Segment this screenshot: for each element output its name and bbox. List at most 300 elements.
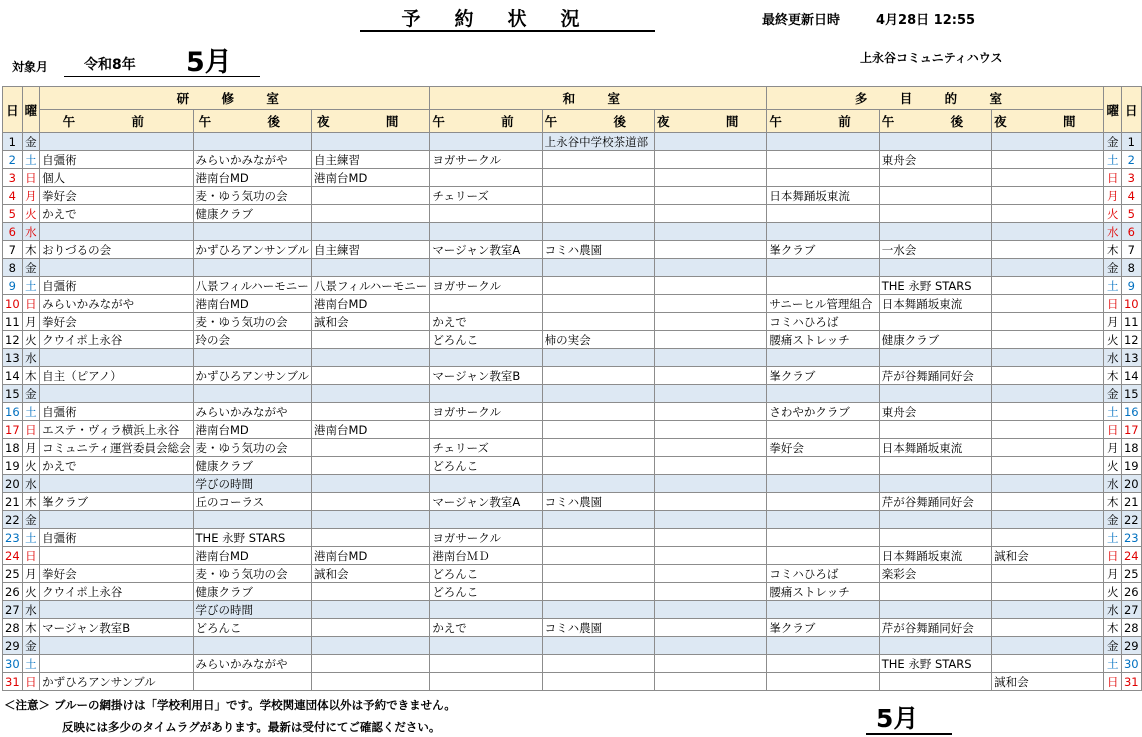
reservation-cell	[879, 133, 991, 151]
table-row	[3, 457, 1142, 475]
day-cell: 13	[3, 349, 23, 367]
reservation-cell	[992, 241, 1104, 259]
day-cell: 7	[3, 241, 23, 259]
reservation-cell	[992, 619, 1104, 637]
reservation-cell: ヨガサークル	[430, 151, 542, 169]
reservation-cell	[430, 259, 542, 277]
reservation-cell	[655, 547, 767, 565]
reservation-cell: どろんこ	[430, 565, 542, 583]
reservation-cell: コミハ農園	[542, 619, 654, 637]
day-cell-right: 4	[1121, 187, 1141, 205]
reservation-cell: ヨガサークル	[430, 403, 542, 421]
reservation-cell	[193, 637, 312, 655]
day-cell-right: 9	[1121, 277, 1141, 295]
reservation-cell	[879, 187, 991, 205]
day-cell-right: 15	[1121, 385, 1141, 403]
reservation-cell: 峯クラブ	[767, 367, 879, 385]
reservation-cell	[767, 277, 879, 295]
weekday-cell-right: 火	[1104, 331, 1122, 349]
page-title: 予約状況	[360, 4, 655, 32]
day-cell-right: 28	[1121, 619, 1141, 637]
header-row-slots	[3, 110, 1142, 133]
day-cell: 15	[3, 385, 23, 403]
target-month-label: 対象月	[12, 60, 49, 74]
weekday-cell: 金	[22, 637, 40, 655]
day-cell-right: 17	[1121, 421, 1141, 439]
reservation-cell: 自彊術	[40, 403, 193, 421]
weekday-cell-right: 土	[1104, 655, 1122, 673]
reservation-cell: 港南台MD	[193, 169, 312, 187]
reservation-cell: 麦・ゆう気功の会	[193, 439, 312, 457]
reservation-cell	[312, 133, 430, 151]
weekday-cell-right: 日	[1104, 169, 1122, 187]
reservation-cell: 腰痛ストレッチ	[767, 583, 879, 601]
slot-night: 夜 間	[992, 110, 1104, 133]
reservation-cell	[655, 439, 767, 457]
reservation-cell	[879, 385, 991, 403]
reservation-cell	[312, 223, 430, 241]
reservation-cell	[655, 223, 767, 241]
reservation-cell: 自彊術	[40, 529, 193, 547]
day-cell: 20	[3, 475, 23, 493]
table-row	[3, 133, 1142, 151]
reservation-cell	[992, 187, 1104, 205]
weekday-cell-right: 月	[1104, 565, 1122, 583]
table-row	[3, 403, 1142, 421]
reservation-cell: コミュニティ運営委員会総会	[40, 439, 193, 457]
reservation-cell	[542, 655, 654, 673]
table-row	[3, 241, 1142, 259]
reservation-cell	[879, 421, 991, 439]
weekday-cell-right: 木	[1104, 619, 1122, 637]
reservation-cell	[879, 457, 991, 475]
reservation-cell: コミハ農園	[542, 241, 654, 259]
reservation-cell: 腰痛ストレッチ	[767, 331, 879, 349]
day-cell: 25	[3, 565, 23, 583]
weekday-cell: 土	[22, 403, 40, 421]
weekday-cell: 水	[22, 349, 40, 367]
weekday-cell-right: 金	[1104, 133, 1122, 151]
slot-night: 夜 間	[655, 110, 767, 133]
reservation-cell	[992, 601, 1104, 619]
reservation-cell: THE 永野 STARS	[193, 529, 312, 547]
day-cell-right: 19	[1121, 457, 1141, 475]
reservation-cell: 学びの時間	[193, 601, 312, 619]
weekday-cell: 日	[22, 295, 40, 313]
reservation-cell: 拳好会	[40, 565, 193, 583]
reservation-cell	[767, 655, 879, 673]
day-cell-right: 24	[1121, 547, 1141, 565]
weekday-cell-right: 水	[1104, 475, 1122, 493]
reservation-cell	[542, 565, 654, 583]
reservation-cell: 港南台MD	[312, 547, 430, 565]
reservation-cell	[767, 349, 879, 367]
reservation-cell: ヨガサークル	[430, 529, 542, 547]
reservation-cell: 柿の実会	[542, 331, 654, 349]
reservation-cell	[992, 277, 1104, 295]
reservation-cell	[312, 637, 430, 655]
reservation-cell	[312, 601, 430, 619]
weekday-cell-right: 木	[1104, 493, 1122, 511]
reservation-cell: 港南台MD	[312, 169, 430, 187]
col-weekday: 曜	[22, 87, 40, 133]
weekday-cell: 木	[22, 619, 40, 637]
reservation-cell	[767, 637, 879, 655]
weekday-cell-right: 土	[1104, 403, 1122, 421]
reservation-cell: 一水会	[879, 241, 991, 259]
reservation-cell: 健康クラブ	[879, 331, 991, 349]
reservation-cell	[542, 313, 654, 331]
reservation-cell	[879, 349, 991, 367]
reservation-cell: 拳好会	[767, 439, 879, 457]
reservation-cell	[879, 601, 991, 619]
reservation-cell: 自主練習	[312, 241, 430, 259]
reservation-cell: かえで	[430, 313, 542, 331]
reservation-cell	[655, 673, 767, 691]
reservation-cell: どろんこ	[430, 583, 542, 601]
reservation-cell: コミハひろば	[767, 313, 879, 331]
slot-afternoon: 午 後	[193, 110, 312, 133]
reservation-cell	[655, 205, 767, 223]
reservation-cell	[40, 223, 193, 241]
reservation-cell	[40, 349, 193, 367]
reservation-cell	[655, 277, 767, 295]
weekday-cell: 月	[22, 565, 40, 583]
day-cell-right: 27	[1121, 601, 1141, 619]
reservation-cell	[655, 619, 767, 637]
day-cell: 23	[3, 529, 23, 547]
day-cell-right: 31	[1121, 673, 1141, 691]
reservation-cell	[655, 367, 767, 385]
reservation-cell	[767, 151, 879, 169]
weekday-cell: 土	[22, 277, 40, 295]
weekday-cell: 火	[22, 205, 40, 223]
reservation-cell: 丘のコーラス	[193, 493, 312, 511]
reservation-cell	[430, 385, 542, 403]
reservation-cell	[655, 151, 767, 169]
day-cell: 16	[3, 403, 23, 421]
day-cell: 11	[3, 313, 23, 331]
day-cell-right: 30	[1121, 655, 1141, 673]
reservation-cell	[767, 205, 879, 223]
weekday-cell-right: 金	[1104, 637, 1122, 655]
notice-time-lag: 反映には多少のタイムラグがあります。最新は受付にてご確認ください。	[62, 720, 441, 734]
col-weekday-right: 曜	[1104, 87, 1122, 133]
weekday-cell-right: 火	[1104, 457, 1122, 475]
reservation-cell	[312, 655, 430, 673]
reservation-cell: 八景フィルハーモニー	[193, 277, 312, 295]
updated-value: 4月28日 12:55	[876, 13, 976, 28]
reservation-cell	[193, 259, 312, 277]
reservation-cell	[655, 331, 767, 349]
reservation-cell	[992, 511, 1104, 529]
reservation-cell	[312, 259, 430, 277]
weekday-cell: 木	[22, 493, 40, 511]
reservation-cell: 誠和会	[312, 565, 430, 583]
reservation-cell: かずひろアンサンブル	[193, 367, 312, 385]
table-row	[3, 367, 1142, 385]
day-cell: 31	[3, 673, 23, 691]
reservation-cell	[992, 439, 1104, 457]
reservation-cell: 拳好会	[40, 313, 193, 331]
reservation-cell	[542, 277, 654, 295]
reservation-cell: 自彊術	[40, 151, 193, 169]
reservation-cell: コミハひろば	[767, 565, 879, 583]
reservation-cell: 健康クラブ	[193, 583, 312, 601]
reservation-cell: チェリーズ	[430, 439, 542, 457]
era-year: 令和8年	[84, 57, 136, 73]
col-day-right: 日	[1121, 87, 1141, 133]
reservation-cell: 個人	[40, 169, 193, 187]
reservation-cell	[655, 493, 767, 511]
reservation-cell	[655, 421, 767, 439]
reservation-cell	[655, 169, 767, 187]
reservation-cell	[767, 475, 879, 493]
day-cell: 10	[3, 295, 23, 313]
table-row	[3, 277, 1142, 295]
slot-morning: 午 前	[40, 110, 193, 133]
reservation-cell: 港南台ＭＤ	[430, 547, 542, 565]
reservation-cell	[542, 349, 654, 367]
reservation-cell: エステ・ヴィラ横浜上永谷	[40, 421, 193, 439]
reservation-cell: 八景フィルハーモニー	[312, 277, 430, 295]
reservation-cell	[879, 205, 991, 223]
target-month: 5月	[186, 47, 232, 78]
reservation-cell	[430, 133, 542, 151]
reservation-cell: 自彊術	[40, 277, 193, 295]
reservation-cell: 楽彩会	[879, 565, 991, 583]
weekday-cell-right: 木	[1104, 367, 1122, 385]
day-cell-right: 3	[1121, 169, 1141, 187]
reservation-cell	[542, 637, 654, 655]
reservation-cell: どろんこ	[193, 619, 312, 637]
weekday-cell-right: 月	[1104, 439, 1122, 457]
reservation-cell	[40, 475, 193, 493]
weekday-cell: 金	[22, 511, 40, 529]
table-row	[3, 565, 1142, 583]
slot-afternoon: 午 後	[879, 110, 991, 133]
reservation-cell: 誠和会	[992, 547, 1104, 565]
reservation-cell	[992, 493, 1104, 511]
table-row	[3, 475, 1142, 493]
reservation-cell	[542, 259, 654, 277]
reservation-cell: 峯クラブ	[40, 493, 193, 511]
reservation-cell	[655, 583, 767, 601]
reservation-cell: 港南台MD	[312, 295, 430, 313]
reservation-cell	[655, 295, 767, 313]
reservation-cell	[655, 385, 767, 403]
weekday-cell: 火	[22, 583, 40, 601]
day-cell: 28	[3, 619, 23, 637]
weekday-cell: 月	[22, 439, 40, 457]
reservation-cell: 港南台MD	[193, 421, 312, 439]
day-cell-right: 12	[1121, 331, 1141, 349]
reservation-cell: みらいかみながや	[193, 655, 312, 673]
weekday-cell-right: 土	[1104, 151, 1122, 169]
weekday-cell-right: 土	[1104, 277, 1122, 295]
col-day: 日	[3, 87, 23, 133]
day-cell: 14	[3, 367, 23, 385]
reservation-cell	[655, 403, 767, 421]
reservation-cell: 上永谷中学校茶道部	[542, 133, 654, 151]
reservation-cell	[312, 349, 430, 367]
day-cell: 18	[3, 439, 23, 457]
day-cell: 24	[3, 547, 23, 565]
reservation-cell	[542, 583, 654, 601]
day-cell: 17	[3, 421, 23, 439]
reservation-cell: おりづるの会	[40, 241, 193, 259]
table-row	[3, 421, 1142, 439]
reservation-cell	[992, 313, 1104, 331]
notice-school-use: ＜注意＞ ブルーの網掛けは「学校利用日」です。学校関連団体以外は予約できません。	[4, 698, 456, 712]
reservation-cell	[655, 457, 767, 475]
day-cell-right: 1	[1121, 133, 1141, 151]
reservation-cell	[193, 511, 312, 529]
reservation-cell	[767, 493, 879, 511]
table-row	[3, 223, 1142, 241]
day-cell: 5	[3, 205, 23, 223]
day-cell: 29	[3, 637, 23, 655]
reservation-cell	[992, 349, 1104, 367]
reservation-cell	[992, 223, 1104, 241]
day-cell-right: 7	[1121, 241, 1141, 259]
table-row	[3, 169, 1142, 187]
reservation-cell: 麦・ゆう気功の会	[193, 565, 312, 583]
day-cell: 26	[3, 583, 23, 601]
reservation-cell: 芹が谷舞踊同好会	[879, 367, 991, 385]
reservation-cell	[430, 295, 542, 313]
reservation-cell	[542, 151, 654, 169]
weekday-cell-right: 日	[1104, 421, 1122, 439]
weekday-cell: 月	[22, 313, 40, 331]
day-cell-right: 10	[1121, 295, 1141, 313]
day-cell-right: 8	[1121, 259, 1141, 277]
day-cell: 30	[3, 655, 23, 673]
reservation-cell	[879, 313, 991, 331]
slot-afternoon: 午 後	[542, 110, 654, 133]
reservation-cell	[992, 529, 1104, 547]
reservation-cell: チェリーズ	[430, 187, 542, 205]
table-row	[3, 295, 1142, 313]
reservation-cell	[879, 259, 991, 277]
table-row	[3, 511, 1142, 529]
table-row	[3, 259, 1142, 277]
reservation-cell	[542, 223, 654, 241]
reservation-cell	[992, 655, 1104, 673]
table-row	[3, 547, 1142, 565]
reservation-cell: かずひろアンサンブル	[193, 241, 312, 259]
reservation-cell: 自主練習	[312, 151, 430, 169]
reservation-cell	[767, 601, 879, 619]
room-training: 研 修 室	[40, 87, 430, 110]
table-row	[3, 439, 1142, 457]
reservation-cell	[767, 547, 879, 565]
reservation-cell	[767, 385, 879, 403]
reservation-cell	[655, 529, 767, 547]
reservation-cell	[655, 565, 767, 583]
reservation-cell	[992, 169, 1104, 187]
reservation-cell	[992, 133, 1104, 151]
header-row-rooms	[3, 87, 1142, 110]
reservation-cell: かえで	[430, 619, 542, 637]
table-row	[3, 205, 1142, 223]
reservation-cell: THE 永野 STARS	[879, 655, 991, 673]
table-row	[3, 349, 1142, 367]
reservation-cell	[992, 403, 1104, 421]
table-row	[3, 583, 1142, 601]
reservation-cell	[430, 655, 542, 673]
day-cell-right: 29	[1121, 637, 1141, 655]
table-row	[3, 151, 1142, 169]
slot-morning: 午 前	[767, 110, 879, 133]
day-cell: 12	[3, 331, 23, 349]
reservation-cell: どろんこ	[430, 331, 542, 349]
reservation-cell	[542, 529, 654, 547]
reservation-cell: マージャン教室B	[430, 367, 542, 385]
reservation-cell: 日本舞踊坂東流	[879, 295, 991, 313]
day-cell: 1	[3, 133, 23, 151]
reservation-cell: どろんこ	[430, 457, 542, 475]
table-row	[3, 673, 1142, 691]
reservation-cell: 峯クラブ	[767, 241, 879, 259]
reservation-cell	[655, 475, 767, 493]
day-cell-right: 11	[1121, 313, 1141, 331]
day-cell-right: 18	[1121, 439, 1141, 457]
reservation-cell	[655, 259, 767, 277]
day-cell-right: 16	[1121, 403, 1141, 421]
reservation-cell	[312, 457, 430, 475]
weekday-cell: 日	[22, 169, 40, 187]
reservation-cell	[767, 457, 879, 475]
weekday-cell-right: 水	[1104, 349, 1122, 367]
reservation-cell: マージャン教室A	[430, 493, 542, 511]
reservation-cell	[879, 637, 991, 655]
day-cell: 9	[3, 277, 23, 295]
weekday-cell: 土	[22, 529, 40, 547]
reservation-cell	[992, 583, 1104, 601]
reservation-cell	[542, 421, 654, 439]
month-underline	[64, 76, 260, 77]
reservation-cell	[992, 205, 1104, 223]
reservation-cell: 健康クラブ	[193, 457, 312, 475]
day-cell: 19	[3, 457, 23, 475]
reservation-cell: 峯クラブ	[767, 619, 879, 637]
weekday-cell: 水	[22, 601, 40, 619]
weekday-cell: 水	[22, 223, 40, 241]
reservation-cell: かずひろアンサンブル	[40, 673, 193, 691]
reservation-cell	[193, 673, 312, 691]
reservation-cell: 学びの時間	[193, 475, 312, 493]
reservation-cell	[992, 475, 1104, 493]
weekday-cell-right: 日	[1104, 547, 1122, 565]
reservation-cell	[40, 655, 193, 673]
reservation-cell	[40, 385, 193, 403]
reservation-cell	[992, 259, 1104, 277]
day-cell-right: 6	[1121, 223, 1141, 241]
reservation-cell	[40, 133, 193, 151]
weekday-cell-right: 水	[1104, 601, 1122, 619]
reservation-cell	[655, 511, 767, 529]
updated-label: 最終更新日時	[762, 13, 841, 28]
slot-morning: 午 前	[430, 110, 542, 133]
reservation-cell	[879, 475, 991, 493]
weekday-cell-right: 火	[1104, 205, 1122, 223]
reservation-cell: クウイポ上永谷	[40, 331, 193, 349]
reservation-cell	[193, 385, 312, 403]
weekday-cell-right: 月	[1104, 313, 1122, 331]
weekday-cell: 土	[22, 151, 40, 169]
reservation-cell: みらいかみながや	[193, 151, 312, 169]
